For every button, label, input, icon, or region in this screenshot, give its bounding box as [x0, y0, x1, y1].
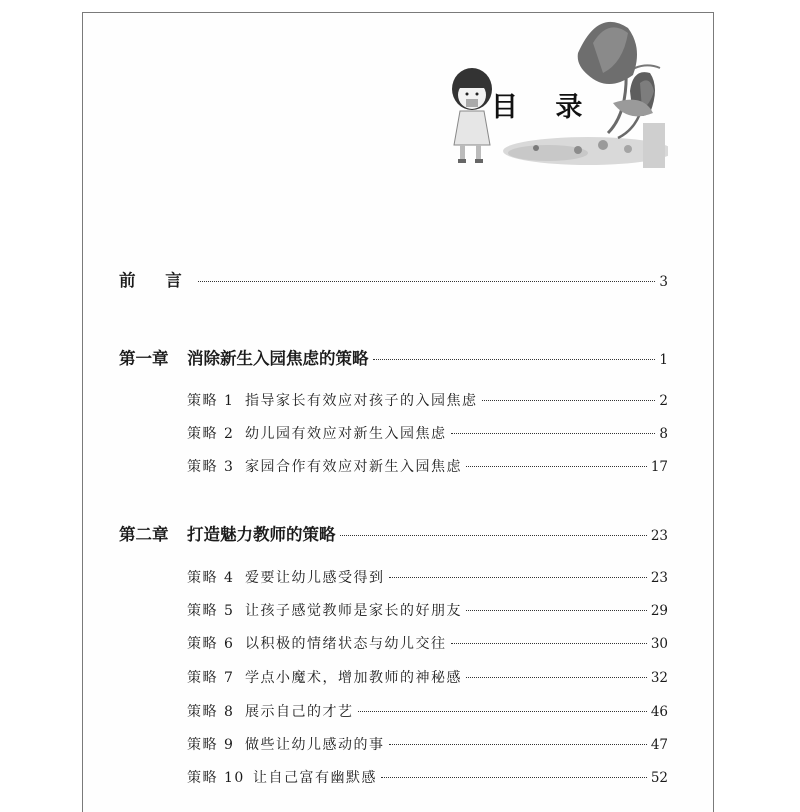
dot-leader: [451, 433, 656, 434]
page-number: 3: [659, 274, 668, 290]
chapter-title: 打造魅力教师的策略: [187, 525, 336, 544]
strategy-number: 策略 4: [187, 570, 235, 586]
toc-strategy-row[interactable]: [187, 390, 668, 410]
strategy-number: 策略 6: [187, 636, 235, 652]
dot-leader: [466, 466, 647, 467]
strategy-number: 策略 2: [187, 426, 235, 442]
page-number: 32: [650, 670, 668, 686]
page-number: 46: [650, 704, 668, 720]
dot-leader: [389, 744, 647, 745]
strategy-title: 展示自己的才艺: [245, 704, 354, 720]
page-number: 23: [650, 570, 668, 586]
toc-strategy-row[interactable]: [187, 633, 668, 653]
dot-leader: [451, 643, 647, 644]
toc-strategy-row[interactable]: [187, 767, 668, 787]
strategy-title: 学点小魔术，增加教师的神秘感: [245, 670, 462, 686]
page-number: 52: [650, 770, 668, 786]
toc-strategy-row[interactable]: [187, 423, 668, 443]
toc-strategy-row[interactable]: [187, 567, 668, 587]
strategy-title: 爱要让幼儿感受得到: [245, 570, 385, 586]
toc-chapter-row[interactable]: [119, 521, 668, 545]
strategy-title: 让孩子感觉教师是家长的好朋友: [245, 603, 462, 619]
strategy-title: 家园合作有效应对新生入园焦虑: [245, 459, 462, 475]
dot-leader: [358, 711, 647, 712]
page-number: 47: [650, 737, 668, 753]
toc-strategy-row[interactable]: [187, 667, 668, 687]
dot-leader: [373, 359, 656, 360]
toc-title: 目 录: [491, 92, 597, 123]
toc-strategy-row[interactable]: [187, 701, 668, 721]
chapter-title: 消除新生入园焦虑的策略: [187, 349, 369, 368]
strategy-title: 让自己富有幽默感: [253, 770, 377, 786]
chapter-number: 第二章: [119, 525, 169, 544]
dot-leader: [340, 535, 647, 536]
toc-preface-row[interactable]: [119, 267, 668, 291]
chapter-number: 第一章: [119, 349, 169, 368]
strategy-number: 策略 10: [187, 770, 245, 786]
strategy-title: 做些让幼儿感动的事: [245, 737, 385, 753]
page-number: 30: [650, 636, 668, 652]
strategy-number: 策略 8: [187, 704, 235, 720]
dot-leader: [389, 577, 647, 578]
page-number: 2: [659, 393, 668, 409]
strategy-number: 策略 3: [187, 459, 235, 475]
toc-strategy-row[interactable]: [187, 456, 668, 476]
page-number: 23: [650, 528, 668, 544]
page-number: 29: [650, 603, 668, 619]
dot-leader: [466, 677, 647, 678]
strategy-title: 指导家长有效应对孩子的入园焦虑: [245, 393, 478, 409]
dot-leader: [198, 281, 656, 282]
page-number: 17: [650, 459, 668, 475]
dot-leader: [466, 610, 647, 611]
toc-strategy-row[interactable]: [187, 600, 668, 620]
dot-leader: [482, 400, 656, 401]
toc-chapter-row[interactable]: [119, 345, 668, 369]
preface-label: 前 言: [119, 271, 194, 290]
page-number: 1: [659, 352, 668, 368]
page-number: 8: [659, 426, 668, 442]
document-page: [82, 12, 714, 812]
strategy-number: 策略 1: [187, 393, 235, 409]
strategy-number: 策略 9: [187, 737, 235, 753]
toc-strategy-row[interactable]: [187, 734, 668, 754]
dot-leader: [381, 777, 647, 778]
strategy-number: 策略 5: [187, 603, 235, 619]
strategy-title: 幼儿园有效应对新生入园焦虑: [245, 426, 447, 442]
strategy-number: 策略 7: [187, 670, 235, 686]
strategy-title: 以积极的情绪状态与幼儿交往: [245, 636, 447, 652]
